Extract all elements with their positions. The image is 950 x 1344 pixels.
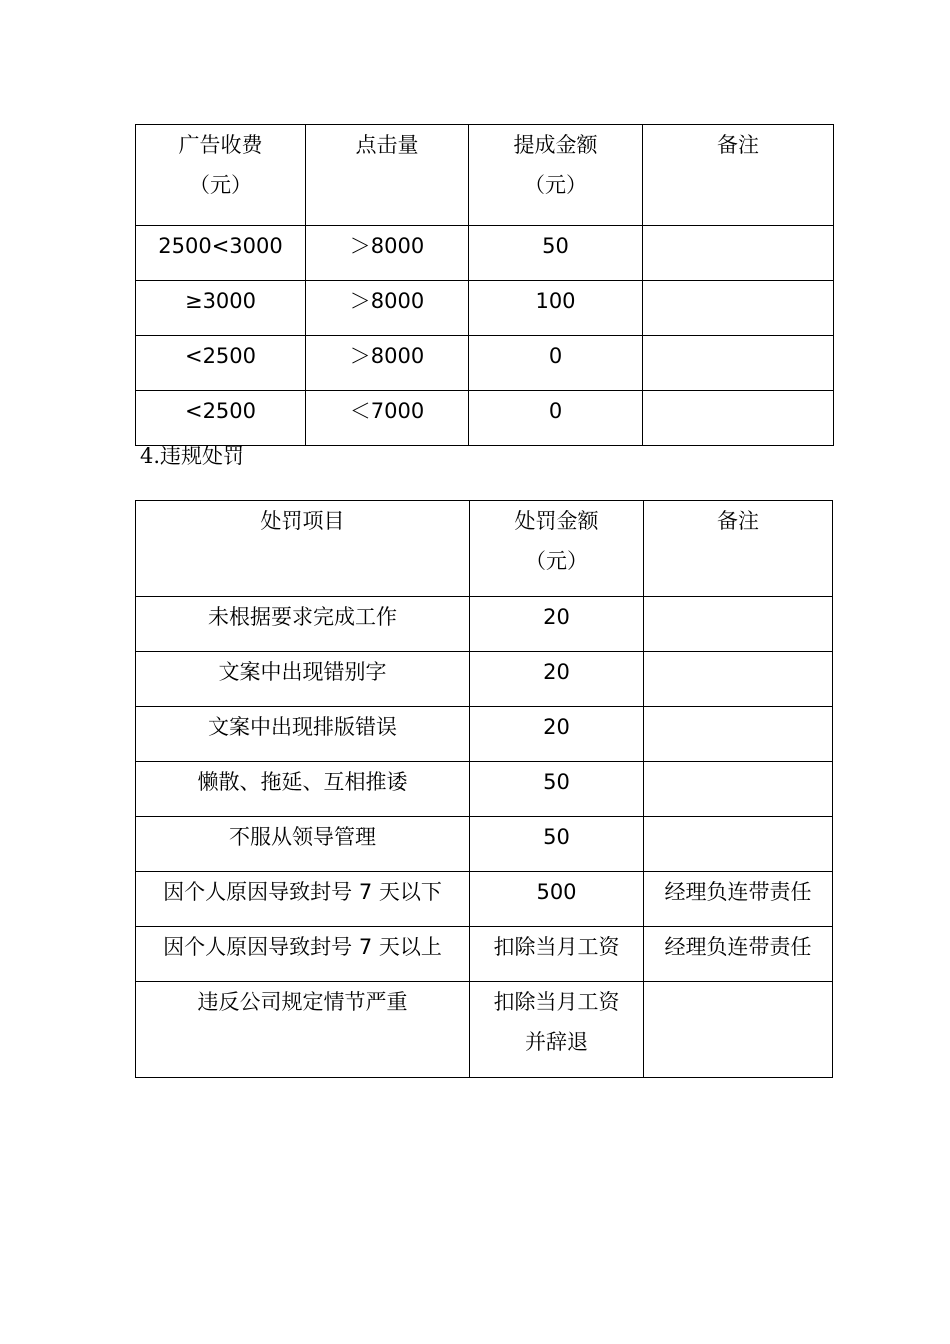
cell-commission: 100 [469,281,643,336]
table-row [136,281,834,336]
cell-clicks: ＞8000 [306,226,469,281]
cell-penalty-item: 违反公司规定情节严重 [136,982,470,1078]
table-row [136,927,833,982]
cell-penalty-item: 未根据要求完成工作 [136,597,470,652]
commission-table [135,124,834,446]
cell-commission: 0 [469,336,643,391]
section-heading: 4.违规处罚 [140,444,245,468]
table-header-row [136,125,834,226]
cell-clicks: ＜7000 [306,391,469,446]
cell-penalty-item: 不服从领导管理 [136,817,470,872]
cell-remark [644,652,833,707]
table-row [136,226,834,281]
cell-ad-fee: 2500<3000 [136,226,306,281]
cell-penalty-item: 文案中出现排版错误 [136,707,470,762]
cell-penalty-amount: 20 [470,597,644,652]
cell-remark [643,281,834,336]
table-row [136,336,834,391]
cell-penalty-item: 文案中出现错别字 [136,652,470,707]
cell-clicks: ＞8000 [306,281,469,336]
header-penalty-amount: 处罚金额 （元） [470,501,644,597]
cell-remark [644,707,833,762]
header-ad-fee: 广告收费 （元） [136,125,306,226]
penalty-table [135,500,833,1078]
cell-penalty-amount: 50 [470,817,644,872]
cell-commission: 0 [469,391,643,446]
cell-penalty-amount: 20 [470,652,644,707]
header-remark: 备注 [644,501,833,597]
cell-remark [643,391,834,446]
header-penalty-item: 处罚项目 [136,501,470,597]
table-header-row [136,501,833,597]
cell-penalty-item: 因个人原因导致封号 7 天以下 [136,872,470,927]
table-row [136,872,833,927]
cell-penalty-amount: 扣除当月工资 并辞退 [470,982,644,1078]
cell-remark [644,762,833,817]
table-row [136,707,833,762]
cell-ad-fee: <2500 [136,336,306,391]
cell-penalty-item: 因个人原因导致封号 7 天以上 [136,927,470,982]
table-row [136,652,833,707]
cell-ad-fee: ≥3000 [136,281,306,336]
cell-remark [644,982,833,1078]
cell-clicks: ＞8000 [306,336,469,391]
header-remark: 备注 [643,125,834,226]
cell-penalty-amount: 20 [470,707,644,762]
header-clicks: 点击量 [306,125,469,226]
cell-remark [644,597,833,652]
table-row [136,597,833,652]
cell-remark [643,226,834,281]
cell-penalty-amount: 扣除当月工资 [470,927,644,982]
cell-penalty-amount: 500 [470,872,644,927]
cell-commission: 50 [469,226,643,281]
table-row [136,817,833,872]
cell-remark [644,817,833,872]
cell-penalty-amount: 50 [470,762,644,817]
cell-remark: 经理负连带责任 [644,927,833,982]
cell-remark [643,336,834,391]
cell-penalty-item: 懒散、拖延、互相推诿 [136,762,470,817]
header-commission: 提成金额 （元） [469,125,643,226]
table-row [136,762,833,817]
cell-ad-fee: <2500 [136,391,306,446]
table-row [136,391,834,446]
table-row [136,982,833,1078]
cell-remark: 经理负连带责任 [644,872,833,927]
